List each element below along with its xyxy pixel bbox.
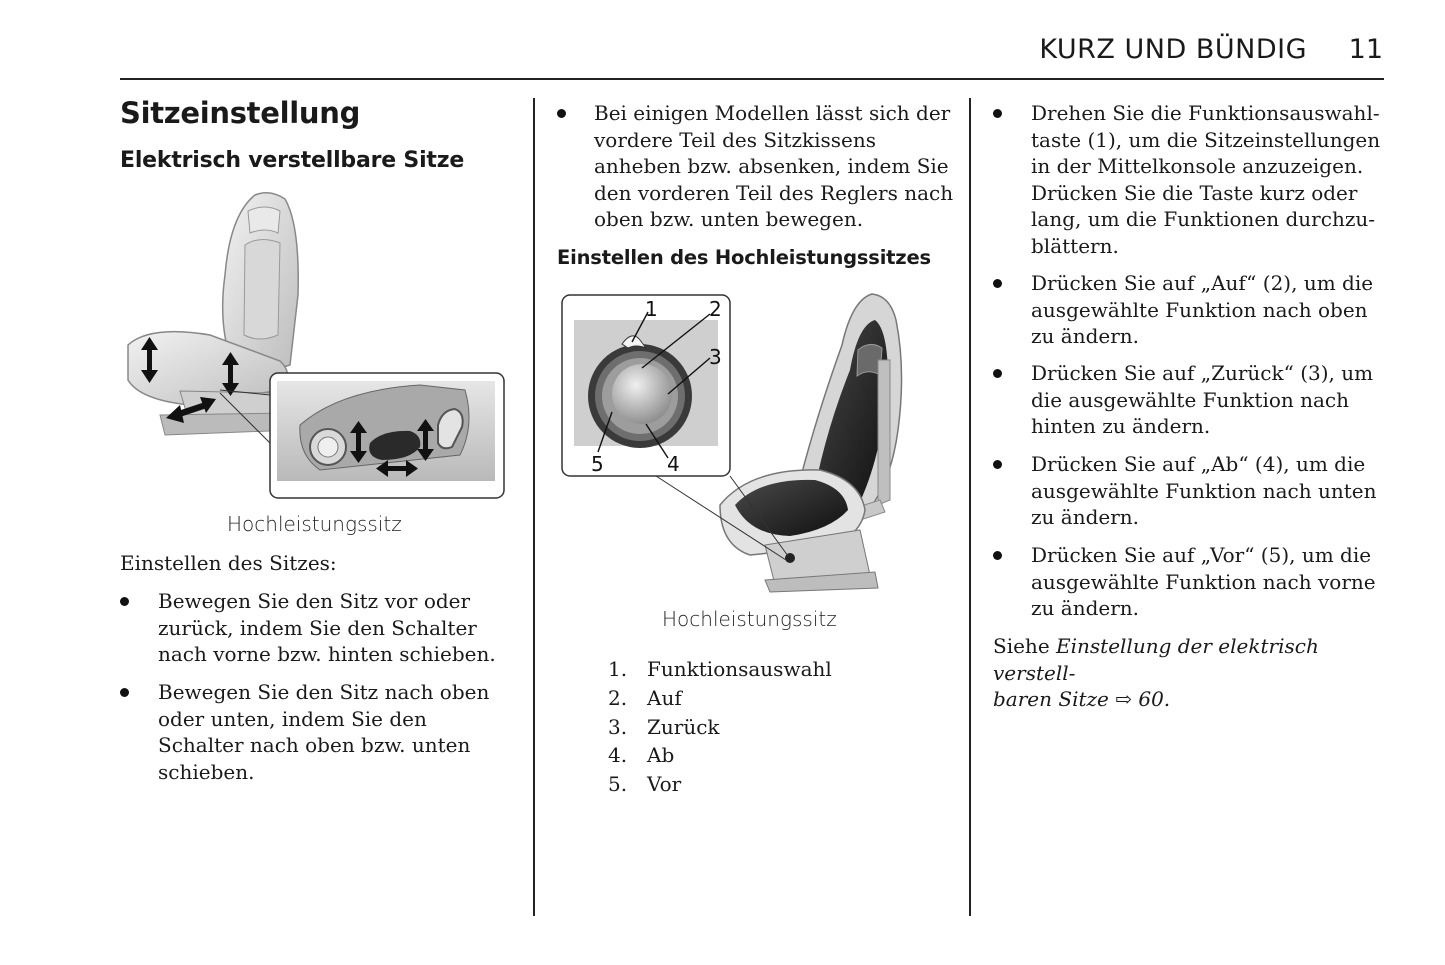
list-number: 3. — [608, 714, 628, 739]
page-number: 11 — [1348, 34, 1383, 65]
text-line: Bewegen Sie den Sitz vor oder — [158, 589, 471, 613]
list-number: 2. — [608, 685, 628, 710]
bullet-dot — [993, 279, 1002, 288]
text-line: oben bzw. unten bewegen. — [594, 207, 864, 231]
figure-caption-2: Hochleistungssitz — [662, 607, 837, 631]
callout-5: 5 — [591, 452, 604, 476]
list-item — [557, 100, 957, 235]
text-line: nach vorne bzw. hinten schieben. — [158, 642, 496, 666]
list-item — [993, 542, 1383, 622]
text-line: in der Mittelkonsole anzuzeigen. — [1031, 154, 1364, 178]
text-line: hinten zu ändern. — [1031, 414, 1211, 438]
text-line: taste (1), um die Sitzeinstellungen — [1031, 127, 1381, 152]
subsection-heading: Elektrisch verstellbare Sitze — [120, 148, 465, 173]
text-line: schieben. — [158, 759, 255, 784]
list-item — [993, 270, 1383, 350]
running-header-title: KURZ UND BÜNDIG — [1039, 34, 1307, 65]
callout-4: 4 — [667, 452, 680, 476]
text-line: blättern. — [1031, 233, 1119, 258]
text-line: die ausgewählte Funktion nach — [1031, 387, 1350, 412]
text-line: Drücken Sie auf „Zurück“ (3), um — [1031, 361, 1374, 385]
section-heading: Sitzeinstellung — [120, 96, 361, 130]
text-line: anheben bzw. absenken, indem Sie — [594, 154, 949, 178]
cross-reference[interactable] — [993, 633, 1383, 713]
bullet-dot — [993, 551, 1002, 560]
list-number: 1. — [608, 657, 628, 681]
list-item — [993, 360, 1383, 440]
column-divider-2 — [969, 98, 971, 916]
callout-1: 1 — [645, 297, 658, 321]
list-number: 4. — [608, 743, 628, 768]
text-line: Schalter nach oben bzw. unten — [158, 733, 471, 757]
text-line: vordere Teil des Sitzkissens — [594, 127, 877, 152]
bullet-dot — [993, 369, 1002, 378]
callout-2: 2 — [709, 297, 722, 321]
text-line: Drücken Sie auf „Ab“ (4), um die — [1031, 452, 1366, 476]
bullet-dot — [120, 597, 129, 606]
list-label: Funktionsauswahl — [647, 657, 832, 681]
list-item — [120, 588, 520, 668]
text-line: den vorderen Teil des Reglers nach — [594, 180, 954, 205]
list-item — [120, 679, 520, 785]
text-line — [993, 686, 1383, 713]
performance-seat-illustration — [560, 290, 920, 595]
callout-3: 3 — [709, 345, 722, 369]
text-line: zu ändern. — [1031, 596, 1140, 620]
bullet-dot — [993, 109, 1002, 118]
ref-prefix: Siehe — [993, 634, 1057, 658]
list-label: Auf — [647, 685, 682, 710]
list-item — [993, 100, 1383, 260]
bullet-dot — [120, 688, 129, 697]
list-item — [993, 451, 1383, 531]
text-line: zurück, indem Sie den Schalter — [158, 615, 477, 640]
text-line: Drücken Sie auf „Vor“ (5), um die — [1031, 543, 1372, 567]
text-line: Drücken Sie auf „Auf“ (2), um die — [1031, 271, 1374, 295]
page-ref-arrow-icon: ⇨ — [1115, 687, 1132, 711]
subsection-heading-performance-seat: Einstellen des Hochleistungssitzes — [557, 246, 931, 269]
text-line: lang, um die Funktionen durchzu- — [1031, 207, 1376, 231]
list-number: 5. — [608, 772, 628, 797]
text-line: Bewegen Sie den Sitz nach oben — [158, 680, 490, 704]
text-line: Drehen Sie die Funktionsauswahl- — [1031, 101, 1380, 125]
text-line: Bei einigen Modellen lässt sich der — [594, 101, 951, 125]
bullet-dot — [557, 109, 566, 118]
text-line: oder unten, indem Sie den — [158, 706, 427, 731]
ref-title: baren Sitze — [993, 687, 1109, 711]
column-divider-1 — [533, 98, 535, 916]
header-rule — [120, 78, 1384, 80]
list-label: Zurück — [647, 714, 720, 739]
list-label: Vor — [647, 772, 682, 797]
text-line: zu ändern. — [1031, 505, 1140, 529]
text-line: zu ändern. — [1031, 324, 1140, 348]
power-seat-illustration — [120, 185, 510, 503]
list-label: Ab — [647, 743, 675, 768]
text-line: Drücken Sie die Taste kurz oder — [1031, 180, 1358, 205]
ref-title: Einstellung der elektrisch verstell- — [993, 634, 1319, 685]
intro-text: Einstellen des Sitzes: — [120, 551, 337, 575]
text-line: ausgewählte Funktion nach oben — [1031, 297, 1368, 322]
text-line: ausgewählte Funktion nach unten — [1031, 478, 1377, 503]
text-line: ausgewählte Funktion nach vorne — [1031, 569, 1376, 594]
bullet-dot — [993, 460, 1002, 469]
ref-page: 60. — [1138, 687, 1171, 711]
figure-caption-1: Hochleistungssitz — [227, 512, 402, 536]
text-line — [993, 633, 1383, 686]
